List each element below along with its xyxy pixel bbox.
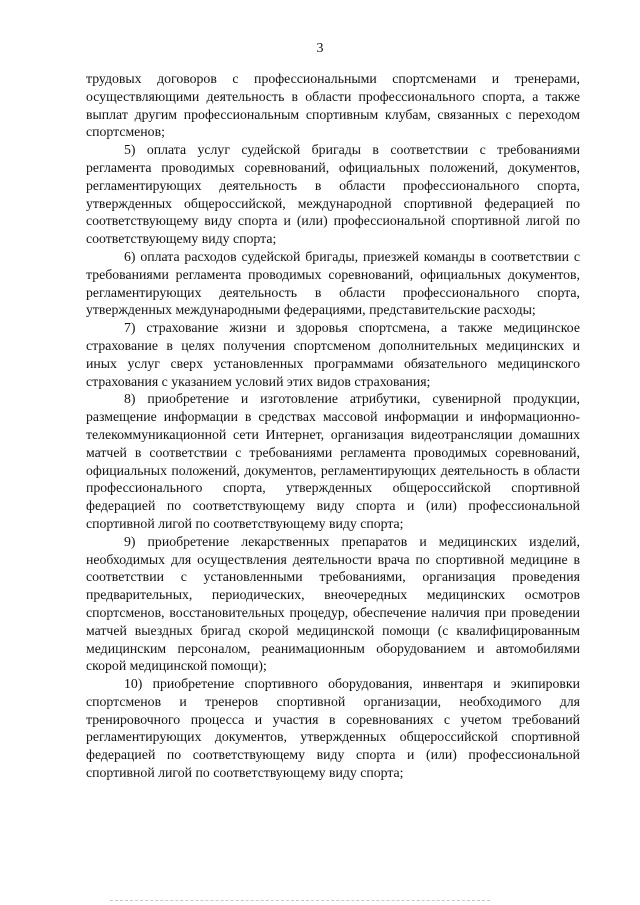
page-number: 3 (316, 41, 324, 56)
scan-edge-line (110, 900, 490, 902)
paragraph-item-8: 8) приобретение и изготовление атрибутики, сувенирной продукции, размещение информации в средствах массовой информации и информационно-телекоммуникационной сети Интернет, организация видеотрансляции домашних матчей в соответствии с требованиями регламента проводимых соревнований, официальных положений, документов, регламентирующих деятельность в области профессионального спорта, утвержденных общероссийской спортивной федерацией по соответствующему виду спорта и (или) профессиональной спортивной лигой по соответствующему виду спорта; (86, 391, 580, 531)
paragraph-item-10: 10) приобретение спортивного оборудования, инвентаря и экипировки спортсменов и тренеров спортивной организации, необходимого для тренировочного процесса и участия в соревнованиях с учетом требований регламентирующих документов, утвержденных общероссийской спортивной федерацией по соответствующему виду спорта и (или) профессиональной спортивной лигой по соответствующему виду спорта; (86, 676, 580, 781)
paragraph-item-6: 6) оплата расходов судейской бригады, приезжей команды в соответствии с требованиями регламента проводимых соревнований, официальных документов, регламентирующих деятельность в области профессионального спорта, утвержденных международными федерациями, представительские расходы; (86, 248, 580, 318)
paragraph-item-9: 9) приобретение лекарственных препаратов и медицинских изделий, необходимых для осуществления деятельности врача по спортивной медицине в соответствии с установленными требованиями, организация проведения предварительных, периодических, внеочередных медицинских осмотров спортсменов, восстановительных процедур, обеспечение наличия при проведении матчей выездных бригад скорой медицинской помощи (с квалифицированным медицинским персоналом, реанимационным оборудованием и автомобилями скорой медицинской помощи); (86, 533, 580, 674)
paragraph-continuation: трудовых договоров с профессиональными спортсменами и тренерами, осуществляющими деятельность в области профессионального спорта, а также выплат другим профессиональным спортивным клубам, связанных с переходом спортсменов; (86, 71, 580, 140)
paragraph-item-7: 7) страхование жизни и здоровья спортсмена, а также медицинское страхование в целях получения спортсменом дополнительных медицинских и иных услуг сверх установленных программами обязательного медицинского страхования с указанием условий этих видов страхования; (86, 320, 580, 389)
paragraph-item-5: 5) оплата услуг судейской бригады в соответствии с требованиями регламента проводимых соревнований, официальных положений, документов, регламентирующих деятельность в области профессионального спорта, утвержденных общероссийской, международной спортивной федерацией по соответствующему виду спорта и (или) профессиональной спортивной лигой по соответствующему виду спорта; (86, 142, 580, 247)
document-body (86, 70, 580, 782)
